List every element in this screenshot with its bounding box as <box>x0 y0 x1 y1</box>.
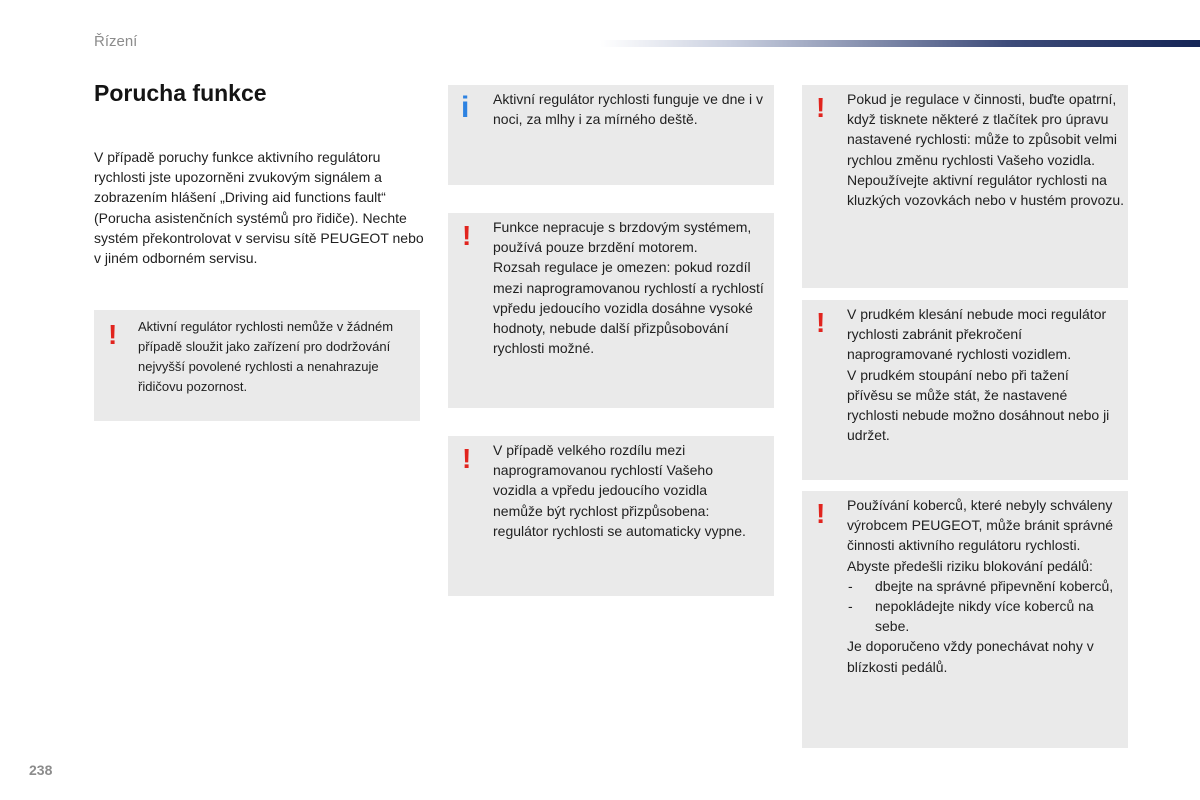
warning-text: V prudkém stoupání nebo při tažení přívěsu se může stát, že nastavené rychlosti nebude možno dosáhnout nebo ji udržet. <box>847 366 1110 444</box>
warning-box-slope <box>802 300 1128 480</box>
warning-icon: ! <box>816 498 826 529</box>
warning-text: Používání koberců, které nebyly schváleny výrobcem PEUGEOT, může bránit správné činnosti aktivního regulátoru rychlosti. <box>847 497 1114 554</box>
info-box-day-night <box>448 85 774 185</box>
list-item: - dbejte na správné připevnění koberců, <box>847 576 1127 596</box>
warning-icon: ! <box>816 307 826 338</box>
warning-box-buttons <box>802 85 1128 288</box>
warning-text: Pokud je regulace v činnosti, buďte opatrní, když tisknete některé z tlačítek pro úpravu nastavené rychlosti: může to způsobit velmi rychlou změnu rychlosti Vašeho vozidla. <box>847 91 1118 168</box>
info-text: Aktivní regulátor rychlosti funguje ve dne i v noci, za mlhy i za mírného deště. <box>493 91 764 128</box>
bullet-list <box>847 576 1127 637</box>
warning-text: V prudkém klesání nebude moci regulátor rychlosti zabránit překročení naprogramované rychlosti vozidlem. <box>847 306 1107 363</box>
warning-box-speed-limit <box>94 310 420 421</box>
header-gradient-bar <box>600 40 1200 47</box>
warning-text: Rozsah regulace je omezen: pokud rozdíl mezi naprogramovanou rychlostí a rychlostí vpředu jedoucího vozidla dosáhne vysoké hodnoty, nebude další přizpůsobování rychlosti možné. <box>493 259 764 357</box>
warning-text: Nepoužívejte aktivní regulátor rychlosti na kluzkých vozovkách nebo v hustém provozu. <box>847 171 1125 209</box>
page-title: Porucha funkce <box>94 80 267 106</box>
list-item: - nepokládejte nikdy více koberců na sebe. <box>847 596 1127 636</box>
warning-icon: ! <box>816 92 826 123</box>
info-icon: i <box>461 91 470 124</box>
warning-text: V případě velkého rozdílu mezi naprogramovanou rychlostí Vašeho vozidla a vpředu jedoucího vozidla nemůže být rychlost přizpůsobena: regulátor rychlosti se automaticky vypne. <box>493 442 746 539</box>
warning-text: Je doporučeno vždy ponechávat nohy v blízkosti pedálů. <box>847 638 1094 675</box>
warning-text: Funkce nepracuje s brzdovým systémem, používá pouze brzdění motorem. <box>493 219 752 256</box>
warning-icon: ! <box>108 319 118 350</box>
page-number: 238 <box>29 762 53 778</box>
warning-icon: ! <box>462 220 472 251</box>
warning-icon: ! <box>462 443 472 474</box>
intro-paragraph: V případě poruchy funkce aktivního regulátoru rychlosti jste upozorněni zvukovým signálem a zobrazením hlášení „Driving aid functions fault“ (Porucha asistenčních systémů pro řidiče). Nechte systém překontrolovat v servisu sítě PEUGEOT nebo v jiném odborném servisu. <box>94 149 424 267</box>
warning-text: Aktivní regulátor rychlosti nemůže v žádném případě sloužit jako zařízení pro dodržování nejvyšší povolené rychlosti a nenahrazuje řidičovu pozornost. <box>138 319 394 394</box>
section-title: Řízení <box>94 33 138 50</box>
warning-box-speed-difference <box>448 436 774 596</box>
warning-box-braking <box>448 213 774 408</box>
warning-text: Abyste předešli riziku blokování pedálů: <box>847 557 1093 574</box>
warning-box-carpets <box>802 491 1128 748</box>
